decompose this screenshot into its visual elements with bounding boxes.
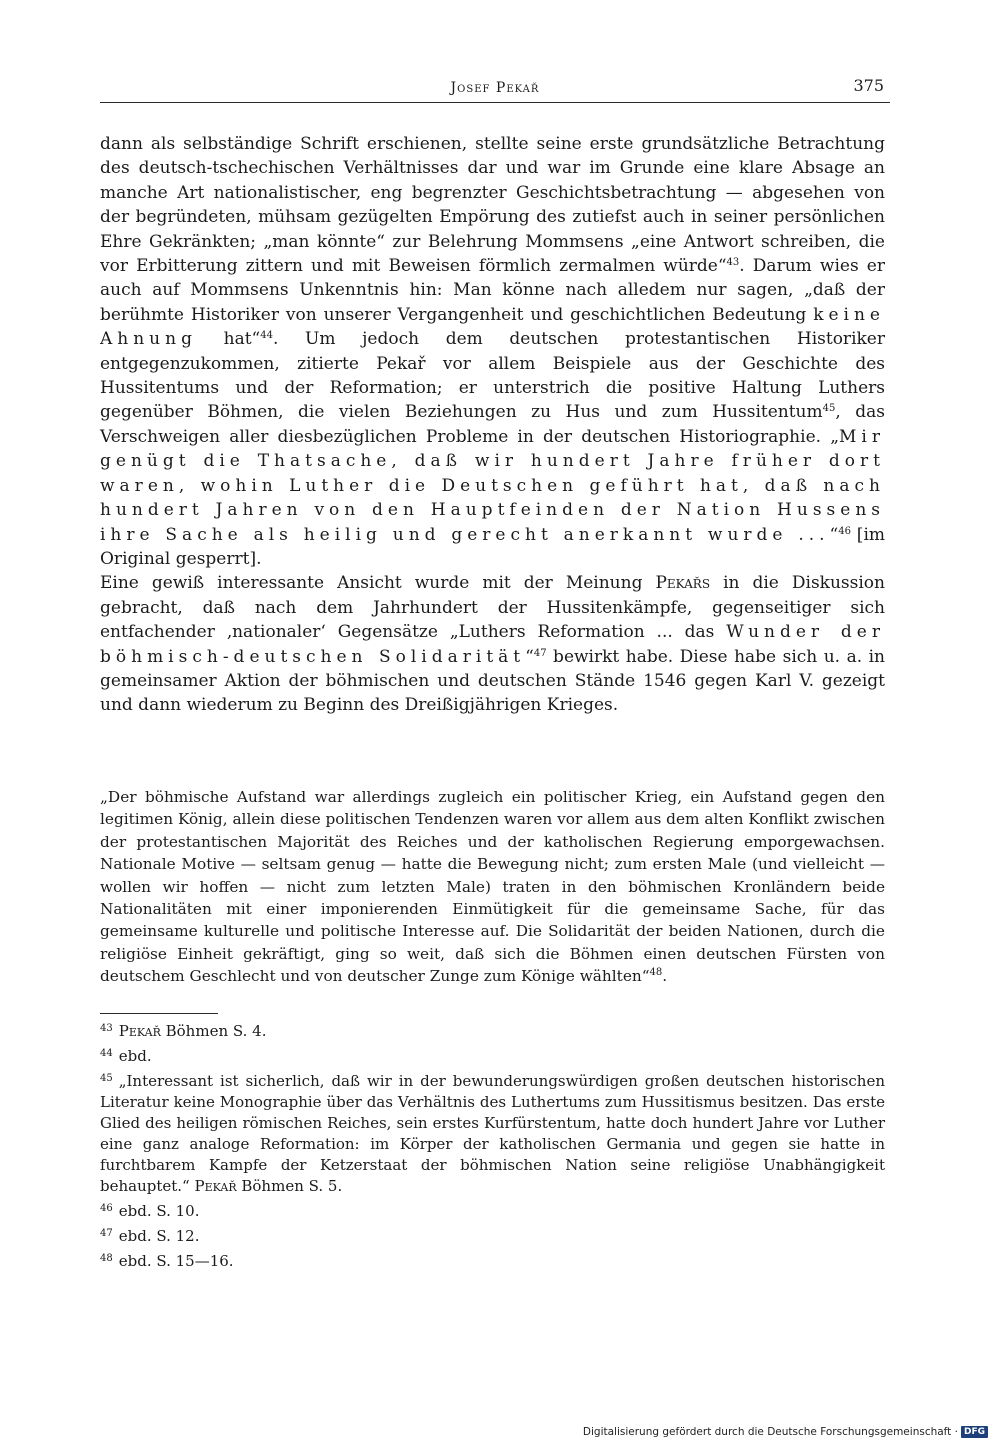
footnote-number: 47 [100,1228,113,1239]
running-title: Josef Pekař [450,80,540,96]
footnote-text: „Interessant ist sicherlich, daß wir in der bewunderungswürdigen großen deutschen historischen Literatur keine Monographie über das Verhältnis des Luthertums zum Hussitismus besitzen. Das erste Glied des heiligen römischen Reiches, sein erstes Kurfürstentum, hatte doch hundert Jahre vor Luther eine ganz analoge Reformation: im Körper der katholischen Germania und gegen sie hatte in furchtbarem Kampfe der Ketzerstaat der böhmischen Nation seine religiöse Unabhängigkeit behauptet.“ [100,1072,885,1195]
running-head [100,76,890,103]
spaced-emphasis: Wunder der böhmisch-deutschen Solidarität [100,622,885,667]
spaced-emphasis: keine Ahnung [100,304,885,350]
footnote-text: Böhmen S. 5. [236,1177,343,1195]
text-run: . Darum wies er auch auf Mommsens Unkenntnis hin: Man könne nach alledem nur sagen, „daß der berühmte Historiker von unserer Vergangenheit und geschichtlichen Bedeutung [100,256,885,325]
text-run: , das Verschweigen aller diesbezüglichen Probleme in der deutschen Historiographie. „ [100,402,885,447]
author-name: Pekař [118,1022,161,1040]
block-quote [100,786,885,988]
footnote-ref-45: 45 [822,403,836,415]
footnote-46 [100,1201,885,1222]
text-run: . [662,967,668,986]
footnote-47 [100,1226,885,1247]
funding-text: Digitalisierung gefördert durch die Deutsche Forschungsgemeinschaft · [582,1426,958,1438]
footnote-number: 46 [100,1203,113,1214]
footnote-number: 43 [100,1023,113,1034]
text-run: “ [829,524,839,545]
text-run: dann als selbständige Schrift erschienen, stellte seine erste grundsätzliche Betrachtung des deutsch-tschechischen Verhältnisses dar und war im Grunde eine klare Absage an manche Art nationalistischer, eng begrenzter Geschichtsbetrachtung — abgesehen von der begründeten, mühsam gezügelten Empörung des zutiefst auch in seiner persönlichen Ehre Gekränkten; „man könnte“ zur Belehrung Mommsens „eine Antwort schreiben, die vor Erbitterung zittern und mit Beweisen förmlich zermalmen würde“ [100,134,885,277]
footnote-ref-47: 47 [533,647,547,659]
spaced-quotation: Mir genügt die Thatsache, daß wir hundert Jahre früher dort waren, wohin Luther die Deutschen geführt hat, daß nach hundert Jahren von den Hauptfeinden der Nation Hussens ihre Sache als heilig und gerecht anerkannt wurde ... [100,426,885,545]
footnote-text: ebd. S. 12. [118,1227,200,1245]
footnotes [100,1021,885,1276]
footnote-45 [100,1071,885,1197]
author-name: Pekař [194,1177,237,1195]
footnote-rule [100,1013,218,1014]
text-run: bewirkt habe. Diese habe sich u. a. in gemeinsamer Aktion der böhmischen und deutschen Stände 1546 gegen Karl V. gezeigt und dann wiederum zu Beginn des Dreißigjährigen Krieges. [100,646,885,716]
text-run: hat“ [196,329,261,350]
text-run: “ [525,646,534,667]
paragraph-2 [100,571,885,717]
quote-text: „Der böhmische Aufstand war allerdings zugleich ein politischer Krieg, ein Aufstand gegen den legitimen König, allein diese politischen Tendenzen waren vor allem aus dem alten Konflikt zwischen der protestantischen Majorität des Reiches und der katholischen Regierung emporgewachsen. Nationale Motive — seltsam genug — hatte die Bewegung nicht; zum ersten Male (und vielleicht — wollen wir hoffen — nicht zum letzten Male) traten in den böhmischen Kronländern beide Nationalitäten mit einer imponierenden Einmütigkeit für die gemeinsame Sache, für das gemeinsame kulturelle und politische Interesse auf. Die Solidarität der beiden Nationen, durch die religiöse Einheit gekräftigt, ging so weit, daß sich die Böhmen einen deutschen Fürsten von deutschem Geschlecht und von deutscher Zunge zum Könige wählten“ [100,788,885,986]
footnote-ref-48: 48 [649,967,663,979]
text-run: Eine gewiß interessante Ansicht wurde mit der Meinung [100,573,656,594]
paragraph-1 [100,132,885,571]
text-run: [im Original gesperrt]. [100,524,885,569]
footnote-44 [100,1046,885,1067]
footnote-ref-43: 43 [726,257,740,269]
footnote-text: ebd. [118,1047,152,1065]
footnote-text: Böhmen S. 4. [160,1022,267,1040]
footnote-48 [100,1251,885,1272]
page-number: 375 [853,76,884,95]
author-name: Pekařs [655,573,711,594]
funding-notice [583,1426,988,1438]
text-run: . Um jedoch dem deutschen protestantischen Historiker entgegenzukommen, zitierte Pekař vor allem Beispiele aus der Geschichte des Hussitentums und der Reformation; er unterstrich die positive Haltung Luthers gegenüber Böhmen, die vielen Beziehungen zu Hus und zum Hussitentum [100,329,885,423]
footnote-43 [100,1021,885,1042]
body-text [100,132,885,718]
footnote-ref-46: 46 [838,525,851,537]
footnote-number: 48 [100,1253,113,1264]
dfg-logo: DFG [961,1426,988,1438]
footnote-number: 44 [100,1048,113,1059]
footnote-ref-44: 44 [260,330,273,342]
footnote-text: ebd. S. 10. [118,1202,200,1220]
text-run: in die Diskussion gebracht, daß nach dem Jahrhundert der Hussitenkämpfe, gegenseitiger sich entfachender ‚nationaler‘ Gegensätze „Luthers Reformation ... das [100,573,885,643]
footnote-text: ebd. S. 15—16. [118,1252,234,1270]
footnote-number: 45 [100,1073,113,1084]
